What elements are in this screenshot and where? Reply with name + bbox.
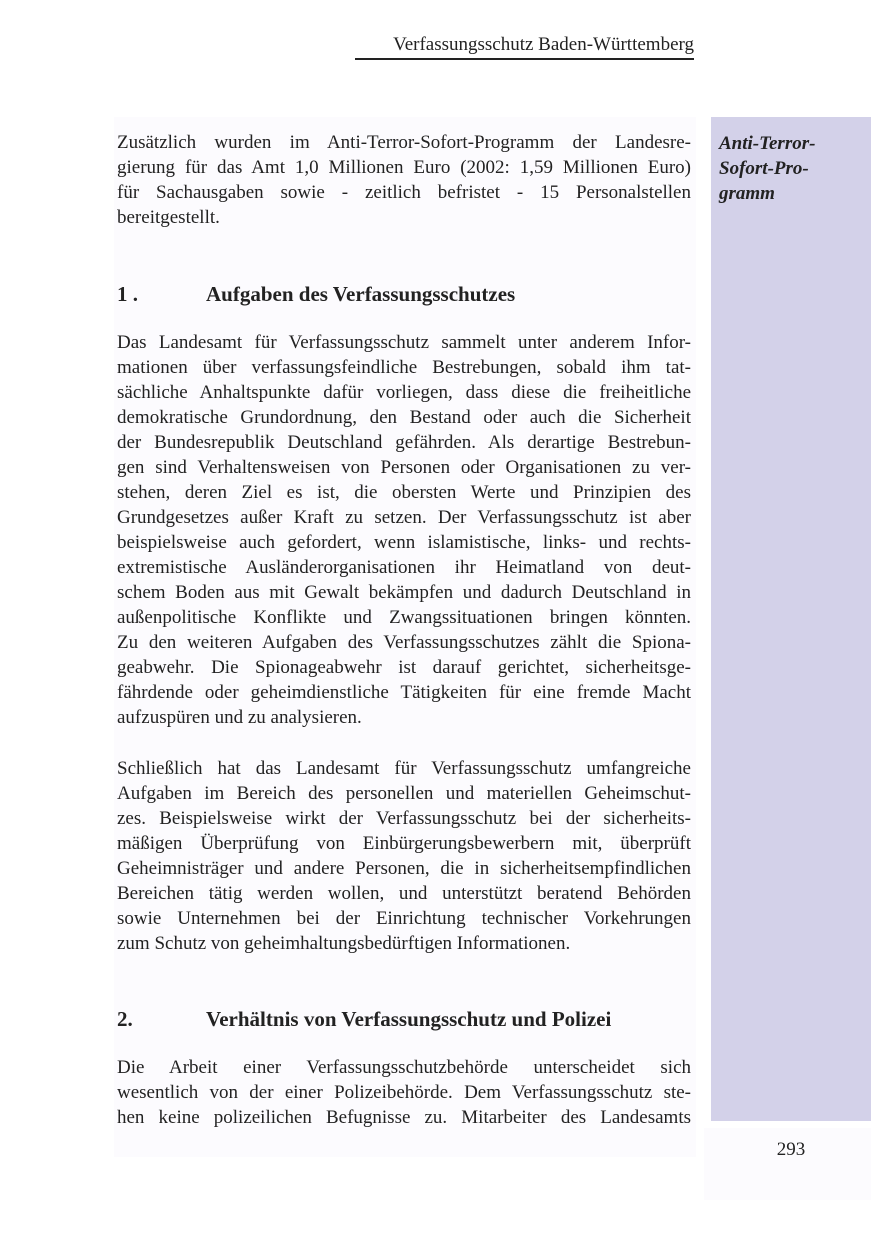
text-line: Das Landesamt für Verfassungsschutz sammelt unter anderem Infor- (117, 332, 691, 353)
section2-paragraph-1 (117, 1055, 691, 1130)
section-title: Verhältnis von Verfassungsschutz und Polizei (206, 1007, 612, 1031)
text-line: mationen über verfassungsfeindliche Bestrebungen, sobald ihm tat- (117, 357, 691, 378)
margin-note-line: gramm (719, 183, 775, 204)
margin-note-line: Anti-Terror- (719, 133, 816, 154)
text-line: stehen, deren Ziel es ist, die obersten Werte und Prinzipien des (117, 482, 691, 503)
text-line: extremistische Ausländerorganisationen ihr Heimatland von deut- (117, 557, 691, 578)
text-line: gen sind Verhaltensweisen von Personen oder Organisationen zu ver- (117, 457, 691, 478)
page-number-box (704, 1128, 871, 1200)
margin-sidebar (711, 117, 871, 1121)
section1-paragraph-1 (117, 330, 691, 730)
text-line: geabwehr. Die Spionageabwehr ist darauf gerichtet, sicherheitsge- (117, 657, 691, 678)
text-line: beispielsweise auch gefordert, wenn islamistische, links- und rechts- (117, 532, 691, 553)
text-line: sowie Unternehmen bei der Einrichtung technischer Vorkehrungen (117, 908, 691, 929)
text-line: Geheimnisträger und andere Personen, die in sicherheitsempfindlichen (117, 858, 691, 879)
section-heading-1 (117, 281, 515, 307)
text-line: fährdende oder geheimdienstliche Tätigkeiten für eine fremde Macht (117, 682, 691, 703)
text-line: Schließlich hat das Landesamt für Verfassungsschutz umfangreiche (117, 758, 691, 779)
margin-note (719, 131, 864, 206)
text-line: aufzuspüren und zu analysieren. (117, 707, 362, 728)
text-line: Aufgaben im Bereich des personellen und materiellen Geheimschut- (117, 783, 691, 804)
text-line: gierung für das Amt 1,0 Millionen Euro (2002: 1,59 Millionen Euro) (117, 157, 691, 178)
text-line: bereitgestellt. (117, 207, 220, 228)
section-number: 1 . (117, 282, 138, 306)
section-heading-2 (117, 1006, 611, 1032)
section-number: 2. (117, 1007, 133, 1031)
page-number: 293 (776, 1139, 806, 1160)
text-line: schem Boden aus mit Gewalt bekämpfen und dadurch Deutschland in (117, 582, 691, 603)
text-line: der Bundesrepublik Deutschland gefährden. Als derartige Bestrebun- (117, 432, 691, 453)
text-line: zum Schutz von geheimhaltungsbedürftigen Informationen. (117, 933, 571, 954)
text-line: hen keine polizeilichen Befugnisse zu. Mitarbeiter des Landesamts (117, 1107, 691, 1128)
section1-paragraph-2 (117, 756, 691, 956)
margin-note-line: Sofort-Pro- (719, 158, 809, 179)
text-line: für Sachausgaben sowie - zeitlich befristet - 15 Personalstellen (117, 182, 691, 203)
running-header (355, 33, 694, 60)
text-line: Grundgesetzes außer Kraft zu setzen. Der Verfassungsschutz ist aber (117, 507, 691, 528)
text-line: außenpolitische Konflikte und Zwangssituationen bringen könnten. (117, 607, 691, 628)
intro-paragraph (117, 130, 691, 230)
text-line: mäßigen Überprüfung von Einbürgerungsbewerbern mit, überprüft (117, 833, 691, 854)
text-line: demokratische Grundordnung, den Bestand oder auch die Sicherheit (117, 407, 691, 428)
text-line: wesentlich von der einer Polizeibehörde. Dem Verfassungsschutz ste- (117, 1082, 691, 1103)
text-line: Die Arbeit einer Verfassungsschutzbehörde unterscheidet sich (117, 1057, 691, 1078)
running-title: Verfassungsschutz Baden-Württemberg (393, 34, 694, 55)
text-line: Zusätzlich wurden im Anti-Terror-Sofort-Programm der Landesre- (117, 132, 691, 153)
text-line: Bereichen tätig werden wollen, und unterstützt beratend Behörden (117, 883, 691, 904)
section-title: Aufgaben des Verfassungsschutzes (206, 282, 516, 306)
text-line: sächliche Anhaltspunkte dafür vorliegen, dass diese die freiheitliche (117, 382, 691, 403)
text-line: zes. Beispielsweise wirkt der Verfassungsschutz bei der sicherheits- (117, 808, 691, 829)
text-line: Zu den weiteren Aufgaben des Verfassungsschutzes zählt die Spiona- (117, 632, 691, 653)
